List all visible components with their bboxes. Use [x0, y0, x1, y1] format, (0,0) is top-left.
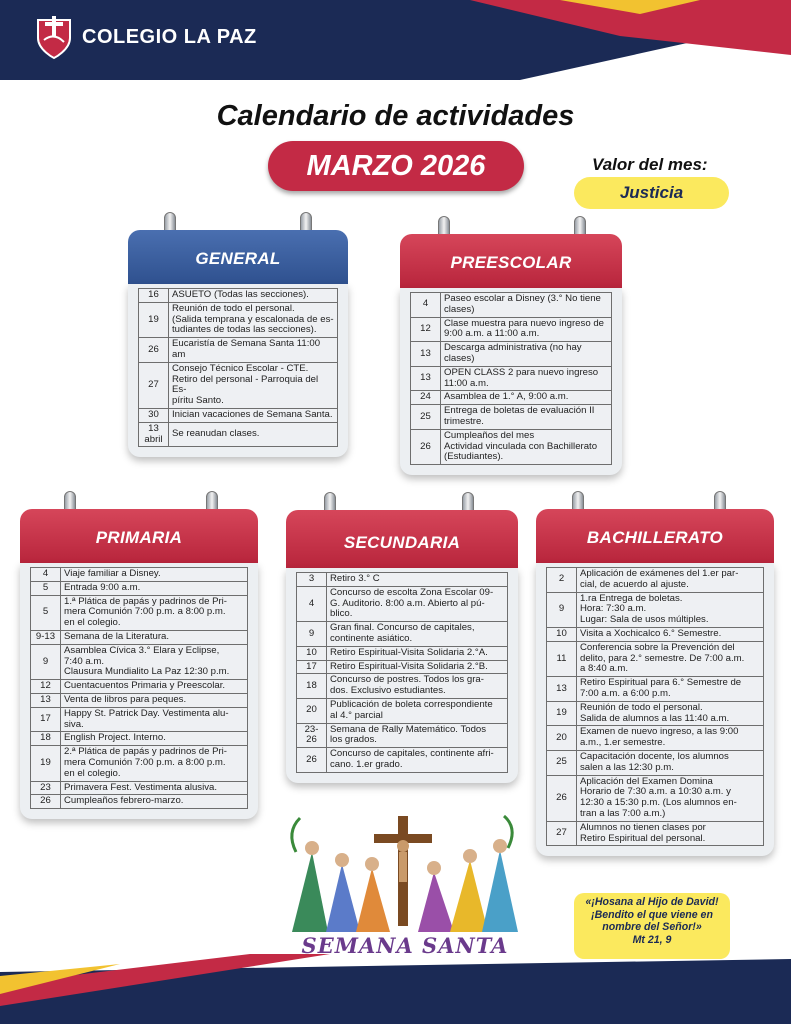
- school-logo: [34, 14, 74, 60]
- event-day: 19: [547, 701, 577, 726]
- event-day: 18: [297, 674, 327, 699]
- event-day: 26: [297, 748, 327, 773]
- event-row: [411, 405, 612, 430]
- event-text: Cuentacuentos Primaria y Preescolar.: [61, 680, 248, 694]
- event-text: Primavera Fest. Vestimenta alusiva.: [61, 781, 248, 795]
- valor-label: Valor del mes:: [592, 155, 708, 174]
- event-day: 11: [547, 641, 577, 676]
- event-text: 1.ª Plática de papás y padrinos de Pri- mera Comunión 7:00 p.m. a 8:00 p.m. en el colegio.: [61, 595, 248, 630]
- event-text: Reunión de todo el personal. Salida de alumnos a las 11:40 a.m.: [577, 701, 764, 726]
- calendar-header: BACHILLERATO: [536, 509, 774, 563]
- event-day: 25: [547, 750, 577, 775]
- event-row: [297, 660, 508, 674]
- event-text: Publicación de boleta correspondiente al 4.° parcial: [327, 698, 508, 723]
- event-text: Venta de libros para peques.: [61, 693, 248, 707]
- events-table: [296, 572, 508, 773]
- event-row: [31, 693, 248, 707]
- event-day: 12: [31, 680, 61, 694]
- month-badge: MARZO 2026: [268, 141, 524, 191]
- event-day: 26: [31, 795, 61, 809]
- bible-verse: «¡Hosana al Hijo de David! ¡Bendito el que viene en nombre del Señor!» Mt 21, 9: [574, 893, 730, 959]
- events-table: [546, 567, 764, 846]
- calendar-body: [536, 563, 774, 856]
- event-day: 26: [139, 338, 169, 363]
- event-row: [31, 595, 248, 630]
- event-text: Aplicación de exámenes del 1.er par- cial, de acuerdo al ajuste.: [577, 568, 764, 593]
- event-text: Examen de nuevo ingreso, a las 9:00 a.m., 1.er semestre.: [577, 726, 764, 751]
- event-day: 13: [411, 366, 441, 391]
- event-text: Alumnos no tienen clases por Retiro Espiritual del personal.: [577, 821, 764, 846]
- valor-value: Justicia: [574, 177, 729, 209]
- event-day: 5: [31, 581, 61, 595]
- event-row: [411, 366, 612, 391]
- event-row: [297, 573, 508, 587]
- event-text: Entrada 9:00 a.m.: [61, 581, 248, 595]
- calendar-body: [400, 288, 622, 475]
- event-day: 18: [31, 732, 61, 746]
- event-row: [547, 677, 764, 702]
- event-row: [411, 293, 612, 318]
- event-text: Happy St. Patrick Day. Vestimenta alu- siva.: [61, 707, 248, 732]
- event-text: Entrega de boletas de evaluación II trimestre.: [441, 405, 612, 430]
- event-day: 17: [297, 660, 327, 674]
- event-day: 13: [547, 677, 577, 702]
- event-day: 9: [547, 592, 577, 627]
- page-title: Calendario de actividades: [216, 100, 575, 132]
- event-text: Paseo escolar a Disney (3.° No tiene clases): [441, 293, 612, 318]
- event-day: 4: [411, 293, 441, 318]
- event-day: 23-26: [297, 723, 327, 748]
- calendar-header: PREESCOLAR: [400, 234, 622, 288]
- event-row: [547, 775, 764, 821]
- events-table: [410, 292, 612, 465]
- event-text: OPEN CLASS 2 para nuevo ingreso 11:00 a.m.: [441, 366, 612, 391]
- event-text: Asamblea Cívica 3.° Elara y Eclipse, 7:40 a.m. Clausura Mundialito La Paz 12:30 p.m.: [61, 644, 248, 679]
- event-text: 1.ra Entrega de boletas. Hora: 7:30 a.m. Lugar: Sala de usos múltiples.: [577, 592, 764, 627]
- event-row: [31, 630, 248, 644]
- event-row: [31, 732, 248, 746]
- event-text: Viaje familiar a Disney.: [61, 568, 248, 582]
- event-row: [547, 821, 764, 846]
- event-day: 9-13: [31, 630, 61, 644]
- event-row: [139, 408, 338, 422]
- event-row: [411, 429, 612, 464]
- semana-santa-title: SEMANA SANTA: [301, 933, 509, 958]
- event-day: 9: [297, 622, 327, 647]
- event-row: [297, 586, 508, 621]
- event-day: 24: [411, 391, 441, 405]
- event-row: [411, 317, 612, 342]
- event-row: [139, 362, 338, 408]
- event-text: Se reanudan clases.: [169, 422, 338, 447]
- event-text: Retiro Espiritual-Visita Solidaria 2.°B.: [327, 660, 508, 674]
- event-text: Concurso de escolta Zona Escolar 09- G. Auditorio. 8:00 a.m. Abierto al pú- blico.: [327, 586, 508, 621]
- event-day: 27: [547, 821, 577, 846]
- event-row: [31, 680, 248, 694]
- event-row: [297, 698, 508, 723]
- event-text: Asamblea de 1.° A, 9:00 a.m.: [441, 391, 612, 405]
- event-row: [547, 701, 764, 726]
- event-row: [31, 795, 248, 809]
- event-row: [547, 592, 764, 627]
- event-day: 5: [31, 595, 61, 630]
- event-day: 23: [31, 781, 61, 795]
- event-day: 26: [547, 775, 577, 821]
- event-text: Clase muestra para nuevo ingreso de 9:00 a.m. a 11:00 a.m.: [441, 317, 612, 342]
- event-text: Aplicación del Examen Domina Horario de 7:30 a.m. a 10:30 a.m. y 12:30 a 15:30 p.m. (Los alumnos en- tran a las 7:00 a.m.): [577, 775, 764, 821]
- event-text: Inician vacaciones de Semana Santa.: [169, 408, 338, 422]
- calendar-body: [286, 568, 518, 783]
- event-row: [547, 641, 764, 676]
- event-day: 4: [297, 586, 327, 621]
- event-day: 26: [411, 429, 441, 464]
- event-text: Gran final. Concurso de capitales, continente asiático.: [327, 622, 508, 647]
- event-day: 2: [547, 568, 577, 593]
- event-row: [31, 707, 248, 732]
- event-text: Retiro 3.° C: [327, 573, 508, 587]
- event-row: [31, 746, 248, 781]
- event-row: [31, 581, 248, 595]
- calendar-body: [128, 284, 348, 457]
- event-day: 17: [31, 707, 61, 732]
- event-day: 27: [139, 362, 169, 408]
- footer-band: [0, 954, 791, 1024]
- school-name: COLEGIO LA PAZ: [82, 26, 257, 48]
- calendar-body: [20, 563, 258, 819]
- event-text: Eucaristía de Semana Santa 11:00 am: [169, 338, 338, 363]
- event-text: Cumpleaños febrero-marzo.: [61, 795, 248, 809]
- event-text: Semana de la Literatura.: [61, 630, 248, 644]
- event-day: 12: [411, 317, 441, 342]
- event-day: 10: [297, 646, 327, 660]
- event-day: 13 abril: [139, 422, 169, 447]
- event-day: 19: [31, 746, 61, 781]
- event-row: [139, 338, 338, 363]
- event-row: [139, 422, 338, 447]
- event-day: 9: [31, 644, 61, 679]
- event-row: [547, 568, 764, 593]
- event-row: [547, 627, 764, 641]
- event-text: Reunión de todo el personal. (Salida temprana y escalonada de es- tudiantes de todas las secciones).: [169, 302, 338, 337]
- event-row: [31, 644, 248, 679]
- event-text: Consejo Técnico Escolar - CTE. Retiro del personal - Parroquia del Es- píritu Santo.: [169, 362, 338, 408]
- event-text: Descarga administrativa (no hay clases): [441, 342, 612, 367]
- events-table: [138, 288, 338, 447]
- event-text: English Project. Interno.: [61, 732, 248, 746]
- event-text: Capacitación docente, los alumnos salen a las 12:30 p.m.: [577, 750, 764, 775]
- event-day: 20: [297, 698, 327, 723]
- event-row: [31, 781, 248, 795]
- event-day: 13: [31, 693, 61, 707]
- event-row: [139, 302, 338, 337]
- event-row: [297, 646, 508, 660]
- events-table: [30, 567, 248, 809]
- event-day: 19: [139, 302, 169, 337]
- event-day: 16: [139, 289, 169, 303]
- event-row: [139, 289, 338, 303]
- calendar-header: GENERAL: [128, 230, 348, 284]
- event-day: 13: [411, 342, 441, 367]
- event-row: [411, 391, 612, 405]
- event-text: Visita a Xochicalco 6.° Semestre.: [577, 627, 764, 641]
- event-day: 20: [547, 726, 577, 751]
- event-day: 25: [411, 405, 441, 430]
- event-text: Retiro Espiritual-Visita Solidaria 2.°A.: [327, 646, 508, 660]
- event-text: Cumpleaños del mes Actividad vinculada con Bachillerato (Estudiantes).: [441, 429, 612, 464]
- event-text: Concurso de capitales, continente afri- cano. 1.er grado.: [327, 748, 508, 773]
- event-text: Conferencia sobre la Prevención del delito, para 2.° semestre. De 7:00 a.m. a 8:40 a.m.: [577, 641, 764, 676]
- event-row: [411, 342, 612, 367]
- event-row: [297, 723, 508, 748]
- calendar-header: PRIMARIA: [20, 509, 258, 563]
- event-text: Retiro Espiritual para 6.° Semestre de 7:00 a.m. a 6:00 p.m.: [577, 677, 764, 702]
- event-row: [547, 726, 764, 751]
- event-row: [547, 750, 764, 775]
- event-row: [297, 674, 508, 699]
- event-row: [297, 748, 508, 773]
- event-row: [31, 568, 248, 582]
- event-row: [297, 622, 508, 647]
- event-text: ASUETO (Todas las secciones).: [169, 289, 338, 303]
- calendar-header: SECUNDARIA: [286, 510, 518, 568]
- event-text: Semana de Rally Matemático. Todos los grados.: [327, 723, 508, 748]
- event-text: Concurso de postres. Todos los gra- dos. Exclusivo estudiantes.: [327, 674, 508, 699]
- event-day: 30: [139, 408, 169, 422]
- event-day: 3: [297, 573, 327, 587]
- event-text: 2.ª Plática de papás y padrinos de Pri- mera Comunión 7:00 p.m. a 8:00 p.m. en el colegio.: [61, 746, 248, 781]
- event-day: 10: [547, 627, 577, 641]
- event-day: 4: [31, 568, 61, 582]
